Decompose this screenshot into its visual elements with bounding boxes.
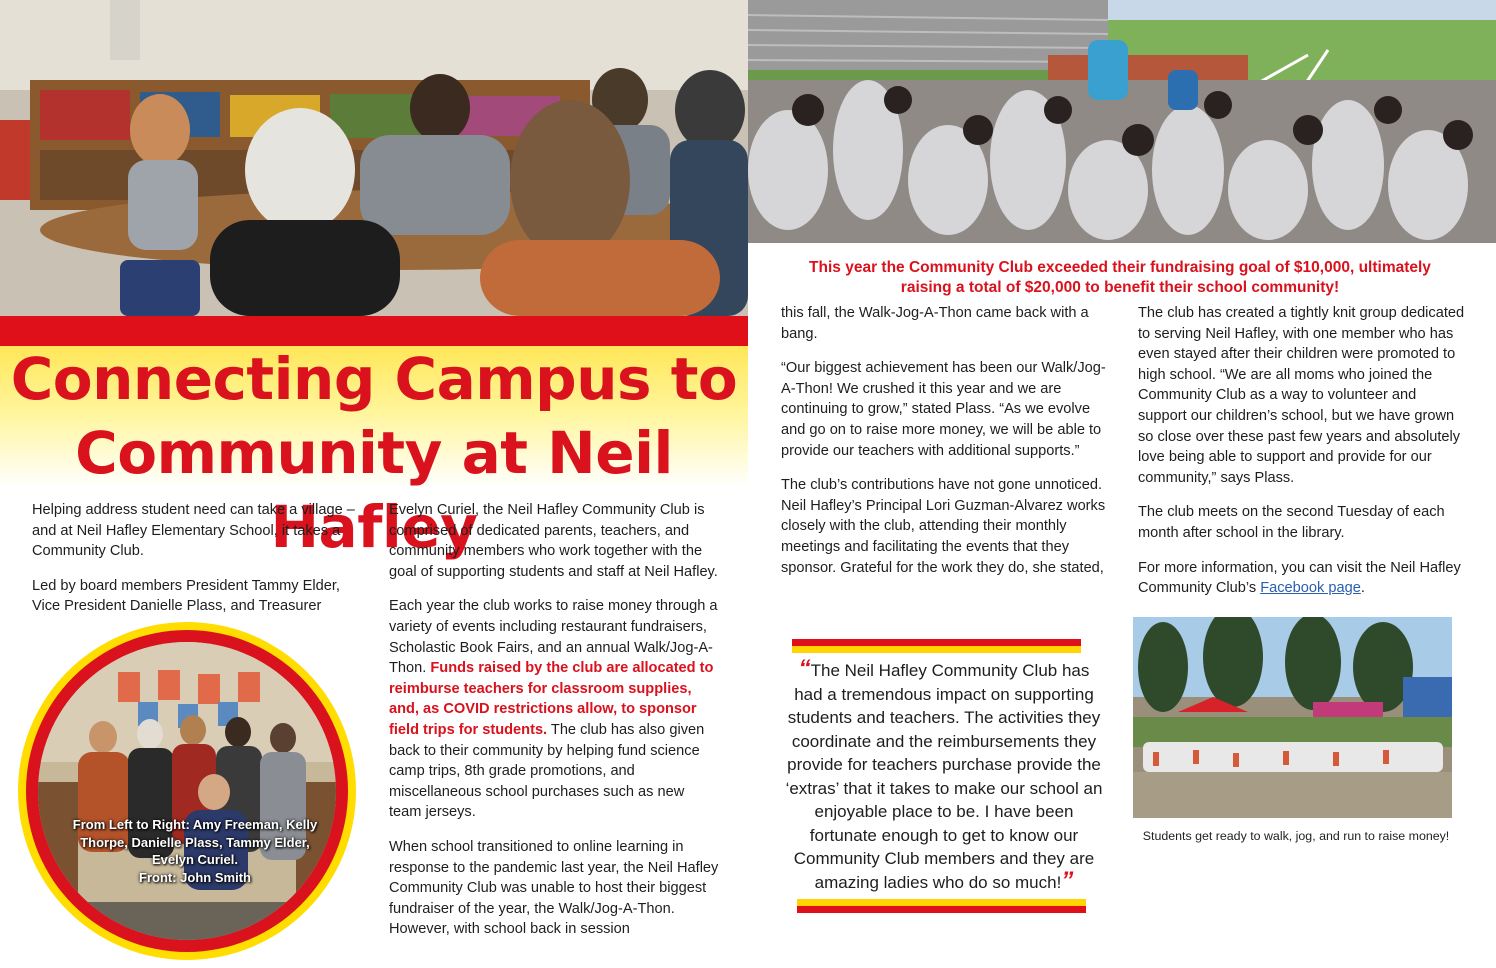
- highlight-line-1: This year the Community Club exceeded their fundraising goal of $10,000, ultimately: [809, 259, 1431, 276]
- facebook-page-link[interactable]: Facebook page: [1260, 580, 1361, 597]
- paragraph-with-emphasis: [389, 596, 719, 823]
- article-column-1: [32, 500, 362, 631]
- paragraph: Helping address student need can take a village – and at Neil Hafley Elementary School, it takes a Community Club.: [32, 502, 355, 560]
- caption-line-3: Evelyn Curiel.: [152, 852, 238, 867]
- field-photo-caption: Students get ready to walk, jog, and run to raise money!: [1142, 829, 1450, 843]
- article-column-2: [389, 500, 719, 954]
- open-quote-mark: “: [798, 655, 811, 682]
- meeting-photo: [0, 0, 748, 316]
- quote-top-bar: [792, 639, 1081, 653]
- paragraph: “Our biggest achievement has been our Walk/Jog-A-Thon! We crushed it this year and we are continuing to grow,” stated Plass. “As we evolve and go on to raise more money, we will be able to provide our teachers with additional supports.”: [781, 360, 1106, 459]
- article-column-4: [1138, 303, 1468, 613]
- caption-line-2: Thorpe, Danielle Plass, Tammy Elder,: [80, 834, 310, 850]
- title-line-1: Connecting Campus to: [10, 345, 738, 413]
- circle-red-ring: [26, 630, 348, 952]
- funds-emphasis: Funds raised by the club are allocated to reimburse teachers for classroom supplies, and, as COVID restrictions allow, to sponsor field trips for students.: [389, 660, 714, 738]
- article-column-3: [781, 303, 1111, 592]
- caption-line-4: Front: John Smith: [139, 869, 251, 885]
- walk-a-thon-crowd-photo: [748, 0, 1496, 243]
- title-line-2: Community at Neil Hafley: [75, 419, 673, 561]
- club-members-photo: [38, 642, 336, 940]
- circle-photo-caption: [54, 816, 336, 886]
- paragraph-start: For more information, you can visit the Neil Hafley Community Club’s: [1138, 559, 1461, 597]
- quote-bottom-bar: [797, 899, 1086, 913]
- caption-line-1: From Left to Right: Amy Freeman, Kelly: [72, 817, 318, 832]
- paragraph: Led by board members President Tammy Elder, Vice President Danielle Plass, and Treasurer: [32, 577, 340, 615]
- paragraph-with-link: [1138, 558, 1468, 599]
- fundraising-highlight: [760, 258, 1480, 298]
- field-students-photo: [1133, 617, 1452, 818]
- paragraph: this fall, the Walk-Jog-A-Thon came back with a bang.: [781, 305, 1089, 342]
- paragraph: Evelyn Curiel, the Neil Hafley Community Club is comprised of dedicated parents, teachers, and community members who work together with the goal of supporting students and staff at Neil Hafley.: [389, 502, 718, 580]
- paragraph: The club has created a tightly knit group dedicated to serving Neil Hafley, with one member who has even stayed after their children were promoted to high school. “We are all moms who joined the Community Club as a way to volunteer and support our children’s school, but we have grown so close over these past few years and absolutely love being able to support and provide for our community,” says Plass.: [1138, 305, 1465, 486]
- paragraph-start: Each year the club works to raise money through a variety of events including restaurant fundraisers, Scholastic Book Fairs, and an annual Walk/Jog-A-Thon.: [389, 598, 718, 677]
- paragraph: The club meets on the second Tuesday of each month after school in the library.: [1138, 504, 1445, 541]
- club-members-circle-photo: [18, 622, 356, 960]
- highlight-line-2: raising a total of $20,000 to benefit their school community!: [900, 279, 1340, 296]
- pull-quote: [783, 655, 1105, 894]
- paragraph-end: The club has also given back to their community by helping fund science camp trips, 8th grade promotions, and miscellaneous school purchases such as new team jerseys.: [389, 721, 705, 821]
- paragraph: When school transitioned to online learning in response to the pandemic last year, the Neil Hafley Community Club was unable to host their biggest fundraiser of the year, the Walk/Jog-A-Thon. However, with school back in session: [389, 838, 719, 938]
- paragraph: The club’s contributions have not gone unnoticed. Neil Hafley’s Principal Lori Guzman-Alvarez works closely with the club, attending their monthly meetings and facilitating the events that they sponsor. Grateful for the work they do, she stated,: [781, 477, 1106, 576]
- close-quote-mark: ”: [1061, 866, 1074, 894]
- quote-text: The Neil Hafley Community Club has had a tremendous impact on supporting students and teachers. The activities they coordinate and the reimbursements they provide for teachers purchase provide the ‘extras’ that it takes to make our school an enjoyable place to be. I have been fortunate enough to get to know our Community Club members and they are amazing ladies who do so much!: [785, 661, 1103, 892]
- paragraph-end: .: [1360, 580, 1365, 597]
